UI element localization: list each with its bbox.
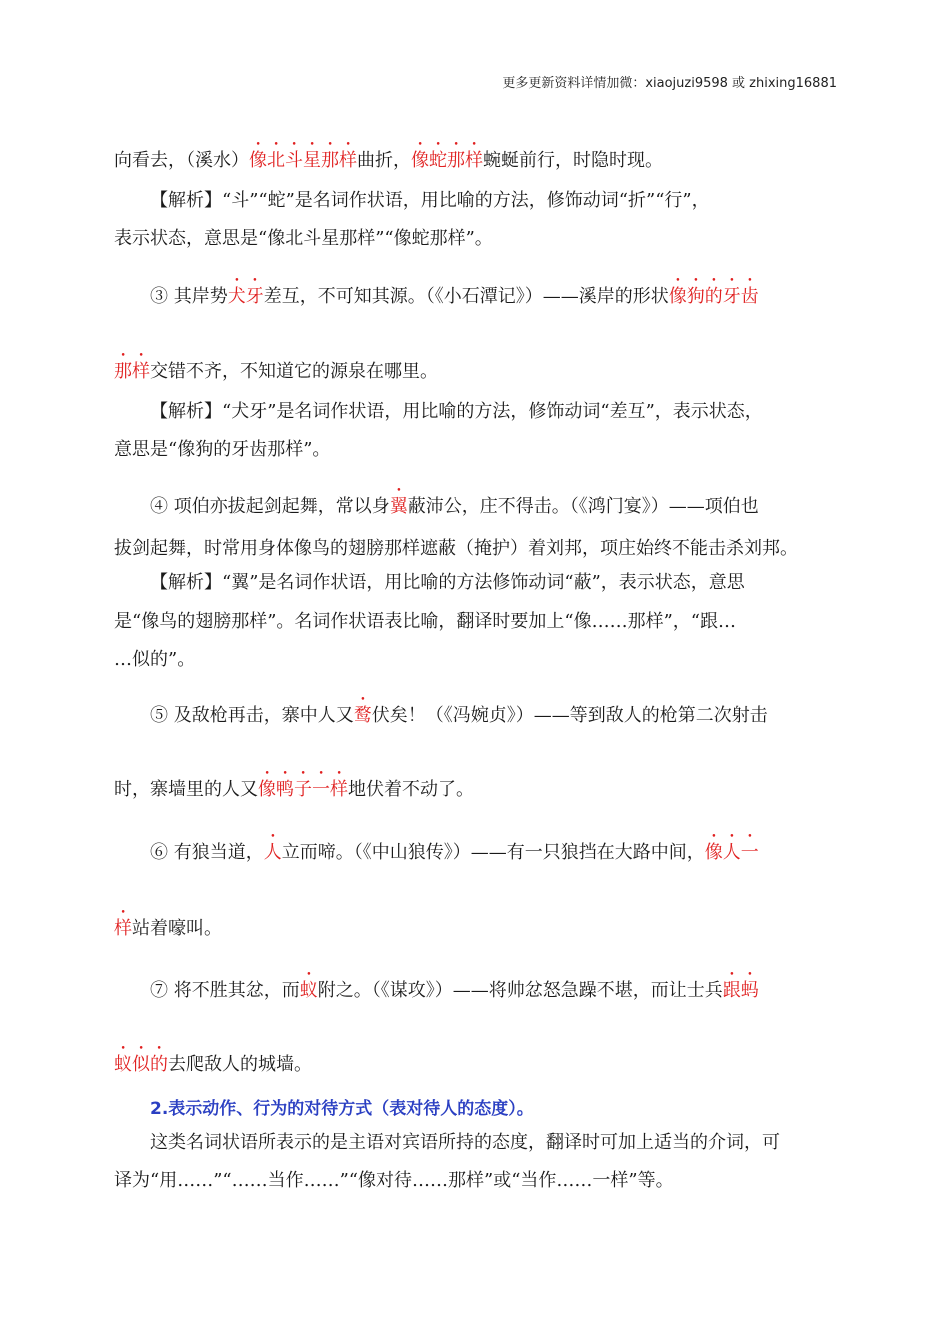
body-line: 译为“用……”“……当作……”“像对待……那样”或“当作……一样”等。 — [114, 1170, 674, 1191]
translation-line: 那样交错不齐，不知道它的源泉在哪里。 — [114, 361, 438, 382]
analysis-line: …似的”。 — [114, 649, 196, 670]
example-line: ⑦ 将不胜其忿，而蚁附之。（《谋攻》）——将帅忿怒急躁不堪，而让士兵跟蚂 — [150, 980, 759, 1001]
translation-line: 拔剑起舞，时常用身体像鸟的翅膀那样遮蔽（掩护）着刘邦，项庄始终不能击杀刘邦。 — [114, 538, 798, 559]
analysis-line: 表示状态，意思是“像北斗星那样”“像蛇那样”。 — [114, 228, 493, 249]
analysis-line: 是“像鸟的翅膀那样”。名词作状语表比喻，翻译时要加上“像……那样”，“跟… — [114, 611, 737, 632]
example-line: ④ 项伯亦拔起剑起舞，常以身翼蔽沛公，庄不得击。（《鸿门宴》）——项伯也 — [150, 496, 759, 517]
section-heading: 2.表示动作、行为的对待方式（表对待人的态度）。 — [150, 1099, 534, 1119]
body-line: 这类名词状语所表示的是主语对宾语所持的态度，翻译时可加上适当的介词，可 — [150, 1132, 780, 1153]
text-line: 向看去，（溪水）像北斗星那样曲折，像蛇那样蜿蜒前行，时隐时现。 — [114, 150, 663, 171]
example-line: ⑥ 有狼当道，人立而啼。（《中山狼传》）——有一只狼挡在大路中间，像人一 — [150, 842, 759, 863]
translation-line: 蚁似的去爬敌人的城墙。 — [114, 1054, 312, 1075]
translation-line: 时，寨墙里的人又像鸭子一样地伏着不动了。 — [114, 779, 474, 800]
analysis-line: 【解析】“翼”是名词作状语，用比喻的方法修饰动词“蔽”，表示状态，意思 — [150, 572, 745, 593]
example-line: ③ 其岸势犬牙差互，不可知其源。（《小石潭记》）——溪岸的形状像狗的牙齿 — [150, 286, 759, 307]
translation-line: 样站着嚎叫。 — [114, 918, 222, 939]
analysis-line: 【解析】“斗”“蛇”是名词作状语，用比喻的方法，修饰动词“折”“行”， — [150, 190, 710, 211]
analysis-line: 意思是“像狗的牙齿那样”。 — [114, 439, 331, 460]
analysis-line: 【解析】“犬牙”是名词作状语，用比喻的方法，修饰动词“差互”，表示状态， — [150, 401, 763, 422]
example-line: ⑤ 及敌枪再击，寨中人又鹜伏矣！（《冯婉贞》）——等到敌人的枪第二次射击 — [150, 705, 768, 726]
page-header: 更多更新资料详情加微：xiaojuzi9598 或 zhixing16881 — [502, 76, 837, 91]
